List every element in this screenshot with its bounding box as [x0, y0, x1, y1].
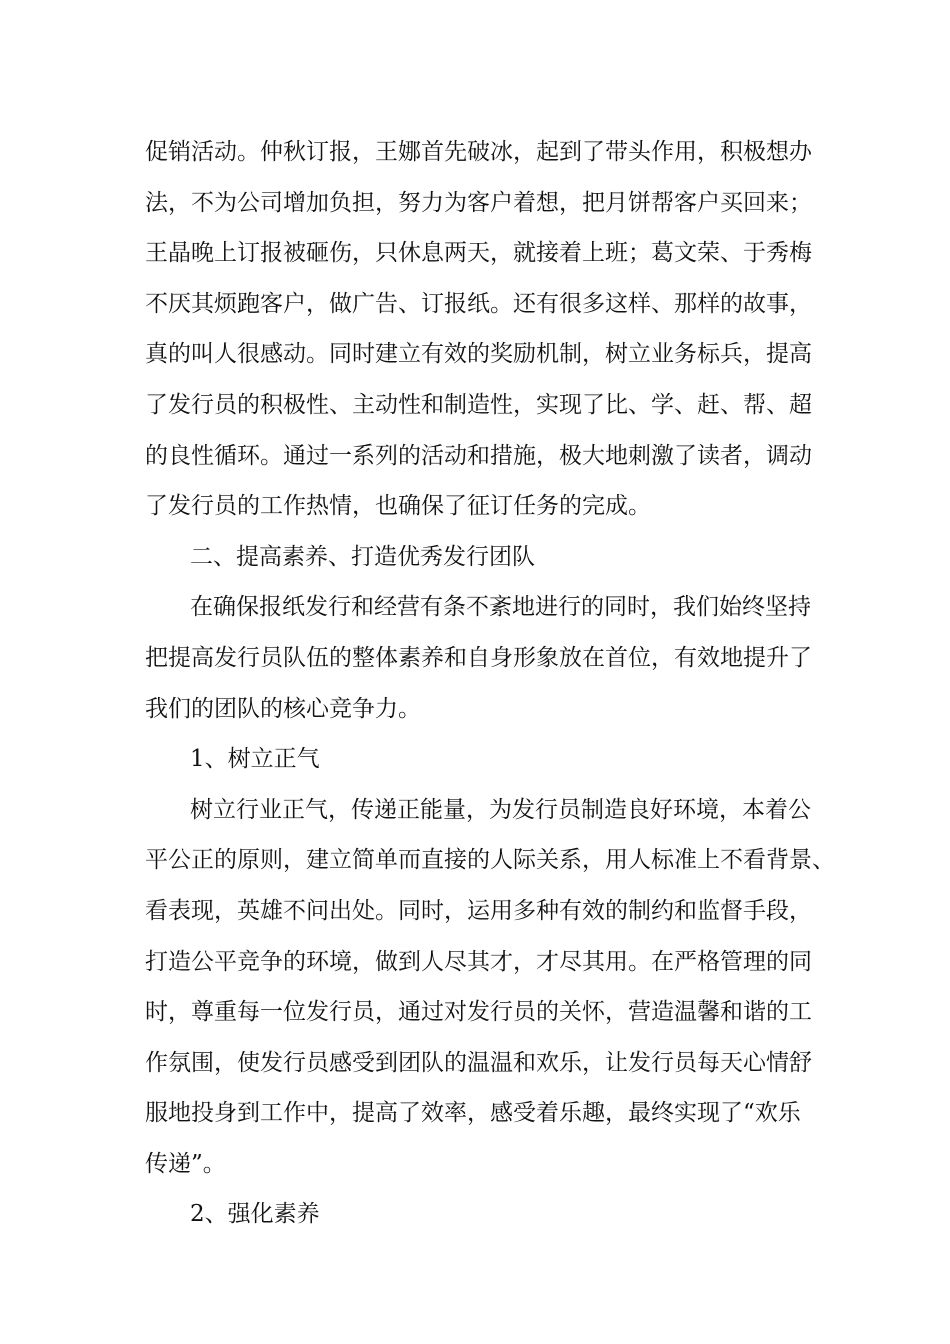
paragraph-line: 传递”。: [145, 1150, 226, 1177]
paragraph-line: 了发行员的工作热情，也确保了征订任务的完成。: [145, 493, 651, 520]
paragraph-line: 不厌其烦跑客户，做广告、订报纸。还有很多这样、那样的故事，: [145, 290, 812, 317]
paragraph-line: 的良性循环。通过一系列的活动和措施，极大地刺激了读者，调动: [145, 442, 812, 469]
subsection-heading: 2、强化素养: [190, 1201, 320, 1228]
paragraph-line: 时，尊重每一位发行员，通过对发行员的关怀，营造温馨和谐的工: [145, 999, 812, 1026]
paragraph-line: 作氛围，使发行员感受到团队的温温和欢乐，让发行员每天心情舒: [145, 1049, 812, 1076]
paragraph-line: 促销活动。仲秋订报，王娜首先破冰，起到了带头作用，积极想办: [145, 139, 812, 165]
paragraph-line: 平公正的原则，建立简单而直接的人际关系，用人标准上不看背景、: [145, 847, 835, 874]
paragraph-first-line: 树立行业正气，传递正能量，为发行员制造良好环境，本着公: [190, 796, 811, 823]
paragraph-line: 王晶晚上订报被砸伤，只休息两天，就接着上班；葛文荣、于秀梅: [145, 240, 812, 267]
paragraph-line: 法，不为公司增加负担，努力为客户着想，把月饼帮客户买回来；: [145, 189, 812, 216]
paragraph-line: 了发行员的积极性、主动性和制造性，实现了比、学、赶、帮、超: [145, 391, 812, 418]
section-heading: 二、提高素养、打造优秀发行团队: [190, 543, 535, 570]
paragraph-line: 看表现，英雄不问出处。同时，运用多种有效的制约和监督手段，: [145, 897, 812, 924]
paragraph-line: 服地投身到工作中，提高了效率，感受着乐趣，最终实现了“欢乐: [145, 1100, 801, 1127]
paragraph-line: 把提高发行员队伍的整体素养和自身形象放在首位，有效地提升了: [145, 644, 812, 671]
subsection-heading: 1、树立正气: [190, 746, 320, 773]
paragraph-line: 真的叫人很感动。同时建立有效的奖励机制，树立业务标兵，提高: [145, 341, 812, 368]
paragraph-line: 我们的团队的核心竞争力。: [145, 695, 421, 722]
document-body: [145, 127, 835, 1240]
paragraph-line: 打造公平竞争的环境，做到人尽其才，才尽其用。在严格管理的同: [145, 948, 812, 975]
paragraph-first-line: 在确保报纸发行和经营有条不紊地进行的同时，我们始终坚持: [190, 594, 811, 621]
